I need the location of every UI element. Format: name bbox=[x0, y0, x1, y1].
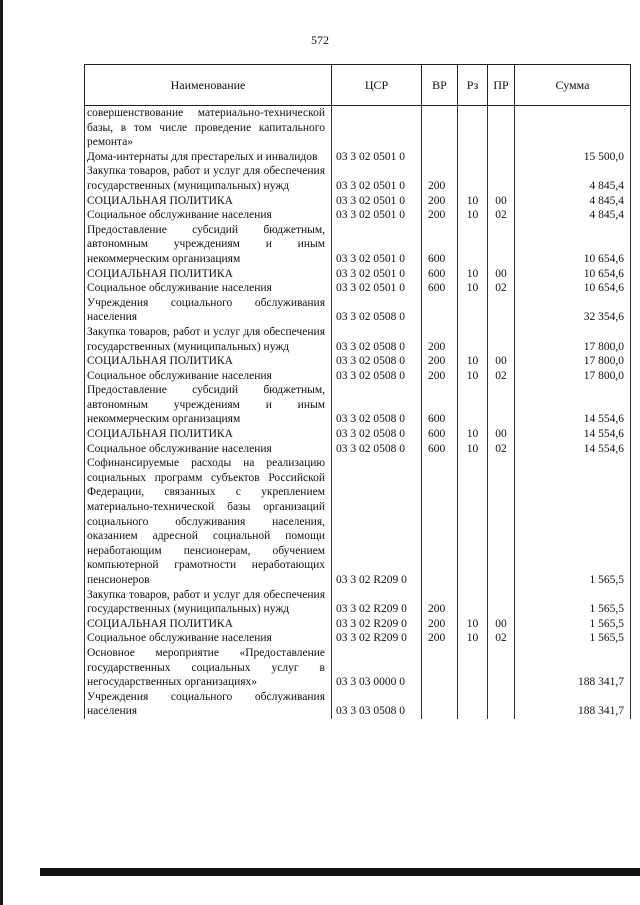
cell-name: Закупка товаров, работ и услуг для обеспечения государственных (муниципальных) нужд bbox=[85, 325, 332, 354]
header-csr: ЦСР bbox=[332, 65, 422, 106]
table-row bbox=[85, 383, 631, 427]
cell-csr: 03 3 02 0501 0 bbox=[332, 223, 422, 267]
cell-rz bbox=[458, 150, 488, 165]
cell-pr bbox=[488, 325, 515, 354]
table-row bbox=[85, 325, 631, 354]
cell-pr bbox=[488, 106, 515, 150]
cell-pr: 02 bbox=[488, 369, 515, 384]
cell-name: СОЦИАЛЬНАЯ ПОЛИТИКА bbox=[85, 267, 332, 282]
cell-name: Дома-интернаты для престарелых и инвалидов bbox=[85, 150, 332, 165]
cell-csr: 03 3 02 R209 0 bbox=[332, 456, 422, 587]
cell-pr bbox=[488, 690, 515, 719]
cell-rz: 10 bbox=[458, 354, 488, 369]
cell-sum: 4 845,4 bbox=[515, 208, 631, 223]
cell-pr bbox=[488, 223, 515, 267]
table-row bbox=[85, 208, 631, 223]
scan-bottom-bar bbox=[40, 868, 640, 876]
table-row bbox=[85, 106, 631, 150]
header-vr: ВР bbox=[422, 65, 458, 106]
cell-sum: 1 565,5 bbox=[515, 588, 631, 617]
page-number: 572 bbox=[311, 33, 329, 47]
table-body bbox=[85, 106, 631, 719]
cell-name: Социальное обслуживание населения bbox=[85, 442, 332, 457]
cell-name: СОЦИАЛЬНАЯ ПОЛИТИКА bbox=[85, 617, 332, 632]
cell-rz bbox=[458, 223, 488, 267]
cell-name: СОЦИАЛЬНАЯ ПОЛИТИКА bbox=[85, 427, 332, 442]
header-pr: ПР bbox=[488, 65, 515, 106]
cell-sum: 1 565,5 bbox=[515, 631, 631, 646]
cell-pr: 02 bbox=[488, 631, 515, 646]
cell-vr: 600 bbox=[422, 427, 458, 442]
table-row bbox=[85, 354, 631, 369]
table-header bbox=[85, 65, 631, 106]
cell-rz: 10 bbox=[458, 208, 488, 223]
cell-pr bbox=[488, 296, 515, 325]
cell-vr bbox=[422, 106, 458, 150]
cell-vr: 600 bbox=[422, 223, 458, 267]
cell-sum: 1 565,5 bbox=[515, 456, 631, 587]
cell-sum: 32 354,6 bbox=[515, 296, 631, 325]
budget-table bbox=[84, 64, 631, 719]
cell-name: Учреждения социального обслуживания населения bbox=[85, 690, 332, 719]
cell-vr: 600 bbox=[422, 442, 458, 457]
cell-pr: 02 bbox=[488, 281, 515, 296]
cell-vr bbox=[422, 690, 458, 719]
table-row bbox=[85, 646, 631, 690]
cell-vr: 200 bbox=[422, 631, 458, 646]
cell-sum: 14 554,6 bbox=[515, 383, 631, 427]
cell-rz bbox=[458, 383, 488, 427]
cell-csr bbox=[332, 106, 422, 150]
cell-sum: 4 845,4 bbox=[515, 194, 631, 209]
cell-vr: 600 bbox=[422, 267, 458, 282]
cell-rz bbox=[458, 106, 488, 150]
cell-vr: 200 bbox=[422, 164, 458, 193]
cell-vr bbox=[422, 456, 458, 587]
table-row bbox=[85, 223, 631, 267]
cell-sum: 14 554,6 bbox=[515, 442, 631, 457]
cell-vr: 200 bbox=[422, 588, 458, 617]
cell-pr: 00 bbox=[488, 354, 515, 369]
cell-sum: 4 845,4 bbox=[515, 164, 631, 193]
cell-pr bbox=[488, 646, 515, 690]
cell-rz bbox=[458, 456, 488, 587]
cell-name: Социальное обслуживание населения bbox=[85, 369, 332, 384]
cell-vr: 200 bbox=[422, 354, 458, 369]
cell-vr bbox=[422, 646, 458, 690]
cell-name: Закупка товаров, работ и услуг для обеспечения государственных (муниципальных) нужд bbox=[85, 164, 332, 193]
cell-csr: 03 3 02 0501 0 bbox=[332, 164, 422, 193]
cell-sum: 188 341,7 bbox=[515, 646, 631, 690]
cell-csr: 03 3 03 0508 0 bbox=[332, 690, 422, 719]
cell-pr: 00 bbox=[488, 617, 515, 632]
cell-vr: 600 bbox=[422, 383, 458, 427]
cell-pr bbox=[488, 456, 515, 587]
cell-rz: 10 bbox=[458, 442, 488, 457]
cell-sum: 188 341,7 bbox=[515, 690, 631, 719]
cell-rz bbox=[458, 325, 488, 354]
cell-csr: 03 3 02 0501 0 bbox=[332, 194, 422, 209]
cell-csr: 03 3 03 0000 0 bbox=[332, 646, 422, 690]
cell-rz bbox=[458, 164, 488, 193]
cell-rz bbox=[458, 646, 488, 690]
table-row bbox=[85, 456, 631, 587]
table-row bbox=[85, 281, 631, 296]
cell-csr: 03 3 02 0508 0 bbox=[332, 325, 422, 354]
cell-csr: 03 3 02 R209 0 bbox=[332, 631, 422, 646]
table-row bbox=[85, 296, 631, 325]
cell-pr bbox=[488, 164, 515, 193]
cell-sum bbox=[515, 106, 631, 150]
cell-rz bbox=[458, 588, 488, 617]
cell-name: Учреждения социального обслуживания населения bbox=[85, 296, 332, 325]
table-row bbox=[85, 631, 631, 646]
cell-name: СОЦИАЛЬНАЯ ПОЛИТИКА bbox=[85, 354, 332, 369]
header-name: Наименование bbox=[85, 65, 332, 106]
table-header-row bbox=[85, 65, 631, 106]
cell-rz: 10 bbox=[458, 267, 488, 282]
cell-csr: 03 3 02 R209 0 bbox=[332, 617, 422, 632]
scan-left-edge bbox=[0, 0, 3, 905]
cell-vr: 200 bbox=[422, 194, 458, 209]
cell-name: Социальное обслуживание населения bbox=[85, 281, 332, 296]
cell-name: Социальное обслуживание населения bbox=[85, 631, 332, 646]
cell-csr: 03 3 02 0508 0 bbox=[332, 442, 422, 457]
cell-sum: 17 800,0 bbox=[515, 354, 631, 369]
cell-rz bbox=[458, 296, 488, 325]
header-rz: Рз bbox=[458, 65, 488, 106]
cell-vr: 200 bbox=[422, 369, 458, 384]
cell-vr bbox=[422, 150, 458, 165]
table-row bbox=[85, 617, 631, 632]
cell-sum: 10 654,6 bbox=[515, 223, 631, 267]
cell-pr: 00 bbox=[488, 194, 515, 209]
cell-csr: 03 3 02 0508 0 bbox=[332, 296, 422, 325]
cell-csr: 03 3 02 0501 0 bbox=[332, 208, 422, 223]
cell-sum: 1 565,5 bbox=[515, 617, 631, 632]
cell-name: Софинансируемые расходы на реализацию социальных программ субъектов Российской Федерации, связанных с укреплением материально-технической базы организаций социального обслуживания населения, оказанием адресной социальной помощи неработающим пенсионерам, обучением компьютерной грамотности неработающих пенсионеров bbox=[85, 456, 332, 587]
cell-csr: 03 3 02 0508 0 bbox=[332, 383, 422, 427]
cell-rz: 10 bbox=[458, 369, 488, 384]
cell-csr: 03 3 02 0501 0 bbox=[332, 267, 422, 282]
cell-pr bbox=[488, 150, 515, 165]
table-row bbox=[85, 369, 631, 384]
cell-vr: 600 bbox=[422, 281, 458, 296]
cell-name: Закупка товаров, работ и услуг для обеспечения государственных (муниципальных) нужд bbox=[85, 588, 332, 617]
table-row bbox=[85, 164, 631, 193]
cell-vr bbox=[422, 296, 458, 325]
cell-rz: 10 bbox=[458, 617, 488, 632]
cell-csr: 03 3 02 0508 0 bbox=[332, 369, 422, 384]
cell-sum: 10 654,6 bbox=[515, 267, 631, 282]
cell-csr: 03 3 02 0508 0 bbox=[332, 354, 422, 369]
cell-rz: 10 bbox=[458, 281, 488, 296]
cell-sum: 17 800,0 bbox=[515, 369, 631, 384]
cell-pr bbox=[488, 588, 515, 617]
table-row bbox=[85, 442, 631, 457]
cell-sum: 17 800,0 bbox=[515, 325, 631, 354]
cell-sum: 10 654,6 bbox=[515, 281, 631, 296]
cell-name: совершенствование материально-технической базы, в том числе проведение капитального ремонта» bbox=[85, 106, 332, 150]
cell-rz: 10 bbox=[458, 194, 488, 209]
cell-rz bbox=[458, 690, 488, 719]
table-row bbox=[85, 588, 631, 617]
table-row bbox=[85, 267, 631, 282]
cell-csr: 03 3 02 0508 0 bbox=[332, 427, 422, 442]
cell-csr: 03 3 02 0501 0 bbox=[332, 150, 422, 165]
cell-name: СОЦИАЛЬНАЯ ПОЛИТИКА bbox=[85, 194, 332, 209]
cell-name: Социальное обслуживание населения bbox=[85, 208, 332, 223]
cell-name: Основное мероприятие «Предоставление государственных социальных услуг в негосударственных организациях» bbox=[85, 646, 332, 690]
table-row bbox=[85, 194, 631, 209]
cell-csr: 03 3 02 R209 0 bbox=[332, 588, 422, 617]
cell-vr: 200 bbox=[422, 208, 458, 223]
cell-pr: 00 bbox=[488, 267, 515, 282]
cell-rz: 10 bbox=[458, 631, 488, 646]
header-sum: Сумма bbox=[515, 65, 631, 106]
cell-name: Предоставление субсидий бюджетным, автономным учреждениям и иным некоммерческим организациям bbox=[85, 223, 332, 267]
cell-pr: 02 bbox=[488, 208, 515, 223]
cell-sum: 15 500,0 bbox=[515, 150, 631, 165]
cell-vr: 200 bbox=[422, 617, 458, 632]
cell-csr: 03 3 02 0501 0 bbox=[332, 281, 422, 296]
cell-rz: 10 bbox=[458, 427, 488, 442]
cell-pr bbox=[488, 383, 515, 427]
cell-pr: 02 bbox=[488, 442, 515, 457]
cell-vr: 200 bbox=[422, 325, 458, 354]
cell-sum: 14 554,6 bbox=[515, 427, 631, 442]
table-row bbox=[85, 427, 631, 442]
cell-pr: 00 bbox=[488, 427, 515, 442]
table-row bbox=[85, 150, 631, 165]
table-row bbox=[85, 690, 631, 719]
cell-name: Предоставление субсидий бюджетным, автономным учреждениям и иным некоммерческим организациям bbox=[85, 383, 332, 427]
